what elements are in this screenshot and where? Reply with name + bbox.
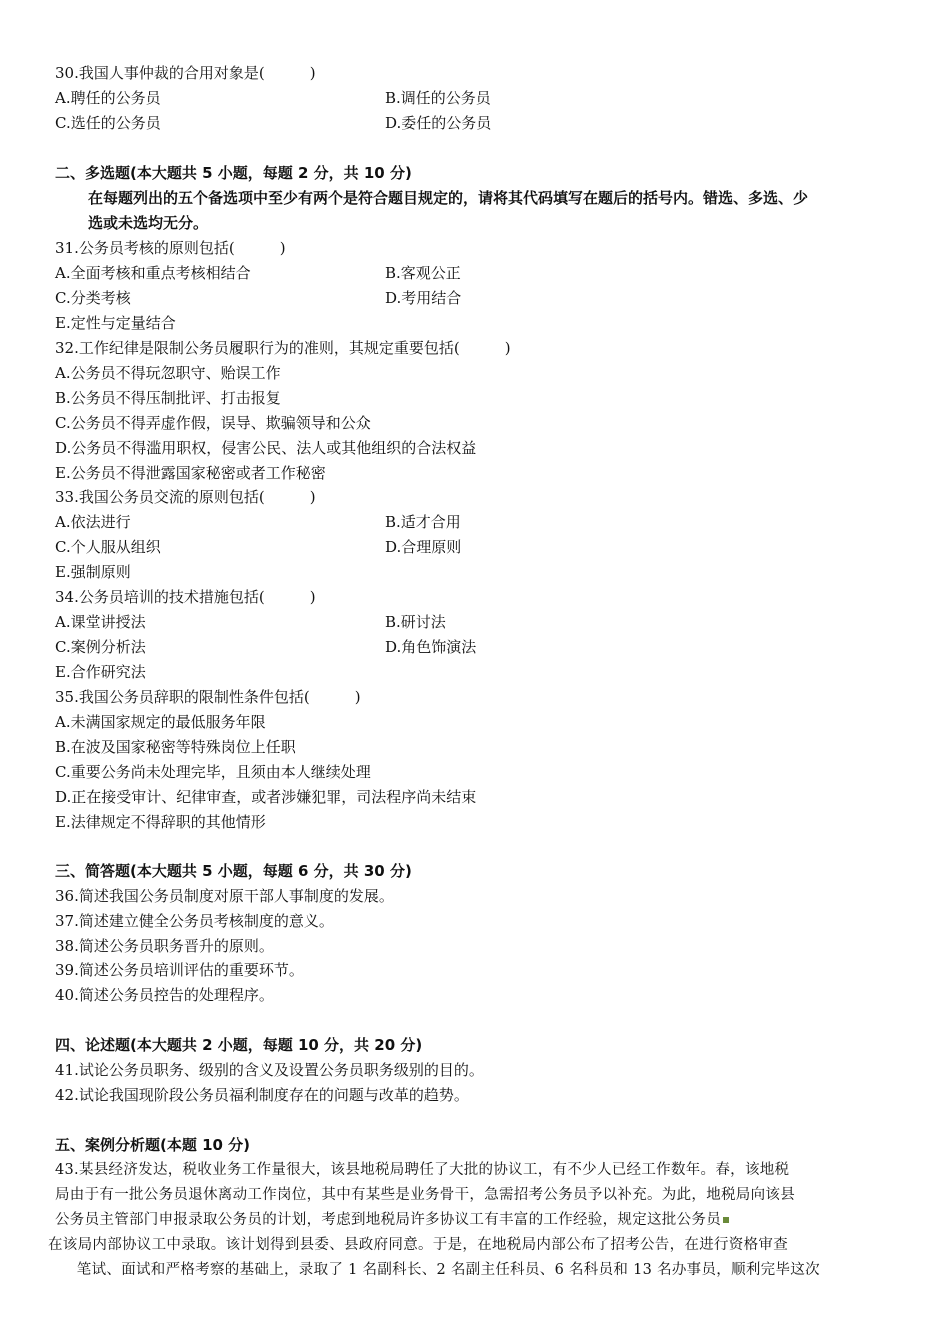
q35-option-c: C.重要公务尚未处理完毕，且须由本人继续处理 [55, 763, 371, 781]
q32-option-a: A.公务员不得玩忽职守、贻误工作 [55, 364, 281, 382]
q32-option-d: D.公务员不得滥用职权，侵害公民、法人或其他组织的合法权益 [55, 439, 477, 457]
case-line-3-wrap [55, 1208, 729, 1232]
q34-option-e: E.合作研究法 [55, 663, 146, 681]
q34-option-a: A.课堂讲授法 [55, 613, 146, 631]
q35-option-d: D.正在接受审计、纪律审查，或者涉嫌犯罪，司法程序尚未结束 [55, 788, 477, 806]
q30-option-c: C.选任的公务员 [55, 114, 161, 132]
q33-option-e: E.强制原则 [55, 563, 131, 581]
question-39: 39.简述公务员培训评估的重要环节。 [55, 961, 304, 979]
question-41: 41.试论公务员职务、级别的含义及设置公务员职务级别的目的。 [55, 1061, 484, 1079]
q35-option-a: A.未满国家规定的最低服务年限 [55, 713, 266, 731]
q32-option-b: B.公务员不得压制批评、打击报复 [55, 389, 281, 407]
q31-option-c: C.分类考核 [55, 289, 131, 307]
q32-option-e: E.公务员不得泄露国家秘密或者工作秘密 [55, 464, 326, 482]
q32-option-c: C.公务员不得弄虚作假，误导、欺骗领导和公众 [55, 414, 371, 432]
question-33-stem: 33.我国公务员交流的原则包括( ) [55, 488, 316, 506]
section-2-heading: 二、多选题(本大题共 5 小题，每题 2 分，共 10 分) [55, 164, 412, 182]
q33-option-c: C.个人服从组织 [55, 538, 161, 556]
q33-option-d: D.合理原则 [385, 538, 462, 556]
section-2-instruction-line-2: 选或未选均无分。 [88, 214, 209, 232]
q33-option-a: A.依法进行 [55, 513, 131, 531]
q35-option-b: B.在波及国家秘密等特殊岗位上任职 [55, 738, 296, 756]
question-30-stem: 30.我国人事仲裁的合用对象是( ) [55, 64, 316, 82]
q30-option-a: A.聘任的公务员 [55, 89, 161, 107]
section-2-instruction-line-1: 在每题列出的五个备选项中至少有两个是符合题目规定的，请将其代码填写在题后的括号内。错选、多选、少 [88, 189, 809, 207]
q31-option-e: E.定性与定量结合 [55, 314, 176, 332]
q31-option-d: D.考用结合 [385, 289, 462, 307]
case-line-1: 43.某县经济发达，税收业务工作量很大，该县地税局聘任了大批的协议工，有不少人已经工作数年。春，该地税 [55, 1162, 790, 1178]
case-line-3: 公务员主管部门申报录取公务员的计划，考虑到地税局许多协议工有丰富的工作经验，规定这批公务员 [55, 1212, 721, 1228]
section-5-heading: 五、案例分析题(本题 10 分) [55, 1136, 251, 1154]
case-line-2: 局由于有一批公务员退休离动工作岗位，其中有某些是业务骨干，急需招考公务员予以补充。为此，地税局向该县 [55, 1187, 795, 1203]
question-35-stem: 35.我国公务员辞职的限制性条件包括( ) [55, 688, 361, 706]
question-42: 42.试论我国现阶段公务员福利制度存在的问题与改革的趋势。 [55, 1086, 469, 1104]
question-34-stem: 34.公务员培训的技术措施包括( ) [55, 588, 316, 606]
question-32-stem: 32.工作纪律是限制公务员履职行为的准则，其规定重要包括( ) [55, 339, 511, 357]
q35-option-e: E.法律规定不得辞职的其他情形 [55, 813, 266, 831]
q34-option-c: C.案例分析法 [55, 638, 146, 656]
q33-option-b: B.适才合用 [385, 513, 461, 531]
q34-option-b: B.研讨法 [385, 613, 446, 631]
q30-option-d: D.委任的公务员 [385, 114, 492, 132]
q31-option-a: A.全面考核和重点考核相结合 [55, 264, 251, 282]
case-line-5: 笔试、面试和严格考察的基础上，录取了 1 名副科长、2 名副主任科员、6 名科员和 13 名办事员，顺利完毕这次 [62, 1262, 820, 1278]
q34-option-d: D.角色饰演法 [385, 638, 477, 656]
question-31-stem: 31.公务员考核的原则包括( ) [55, 239, 286, 257]
question-37: 37.简述建立健全公务员考核制度的意义。 [55, 912, 334, 930]
marker-icon [723, 1217, 729, 1223]
question-40: 40.简述公务员控告的处理程序。 [55, 986, 274, 1004]
question-36: 36.简述我国公务员制度对原干部人事制度的发展。 [55, 887, 394, 905]
section-3-heading: 三、简答题(本大题共 5 小题，每题 6 分，共 30 分) [55, 862, 412, 880]
section-4-heading: 四、论述题(本大题共 2 小题，每题 10 分，共 20 分) [55, 1036, 423, 1054]
question-38: 38.简述公务员职务晋升的原则。 [55, 937, 274, 955]
case-line-4: 在该局内部协议工中录取。该计划得到县委、县政府同意。于是，在地税局内部公布了招考公告，在进行资格审查 [48, 1237, 788, 1253]
q31-option-b: B.客观公正 [385, 264, 461, 282]
q30-option-b: B.调任的公务员 [385, 89, 491, 107]
